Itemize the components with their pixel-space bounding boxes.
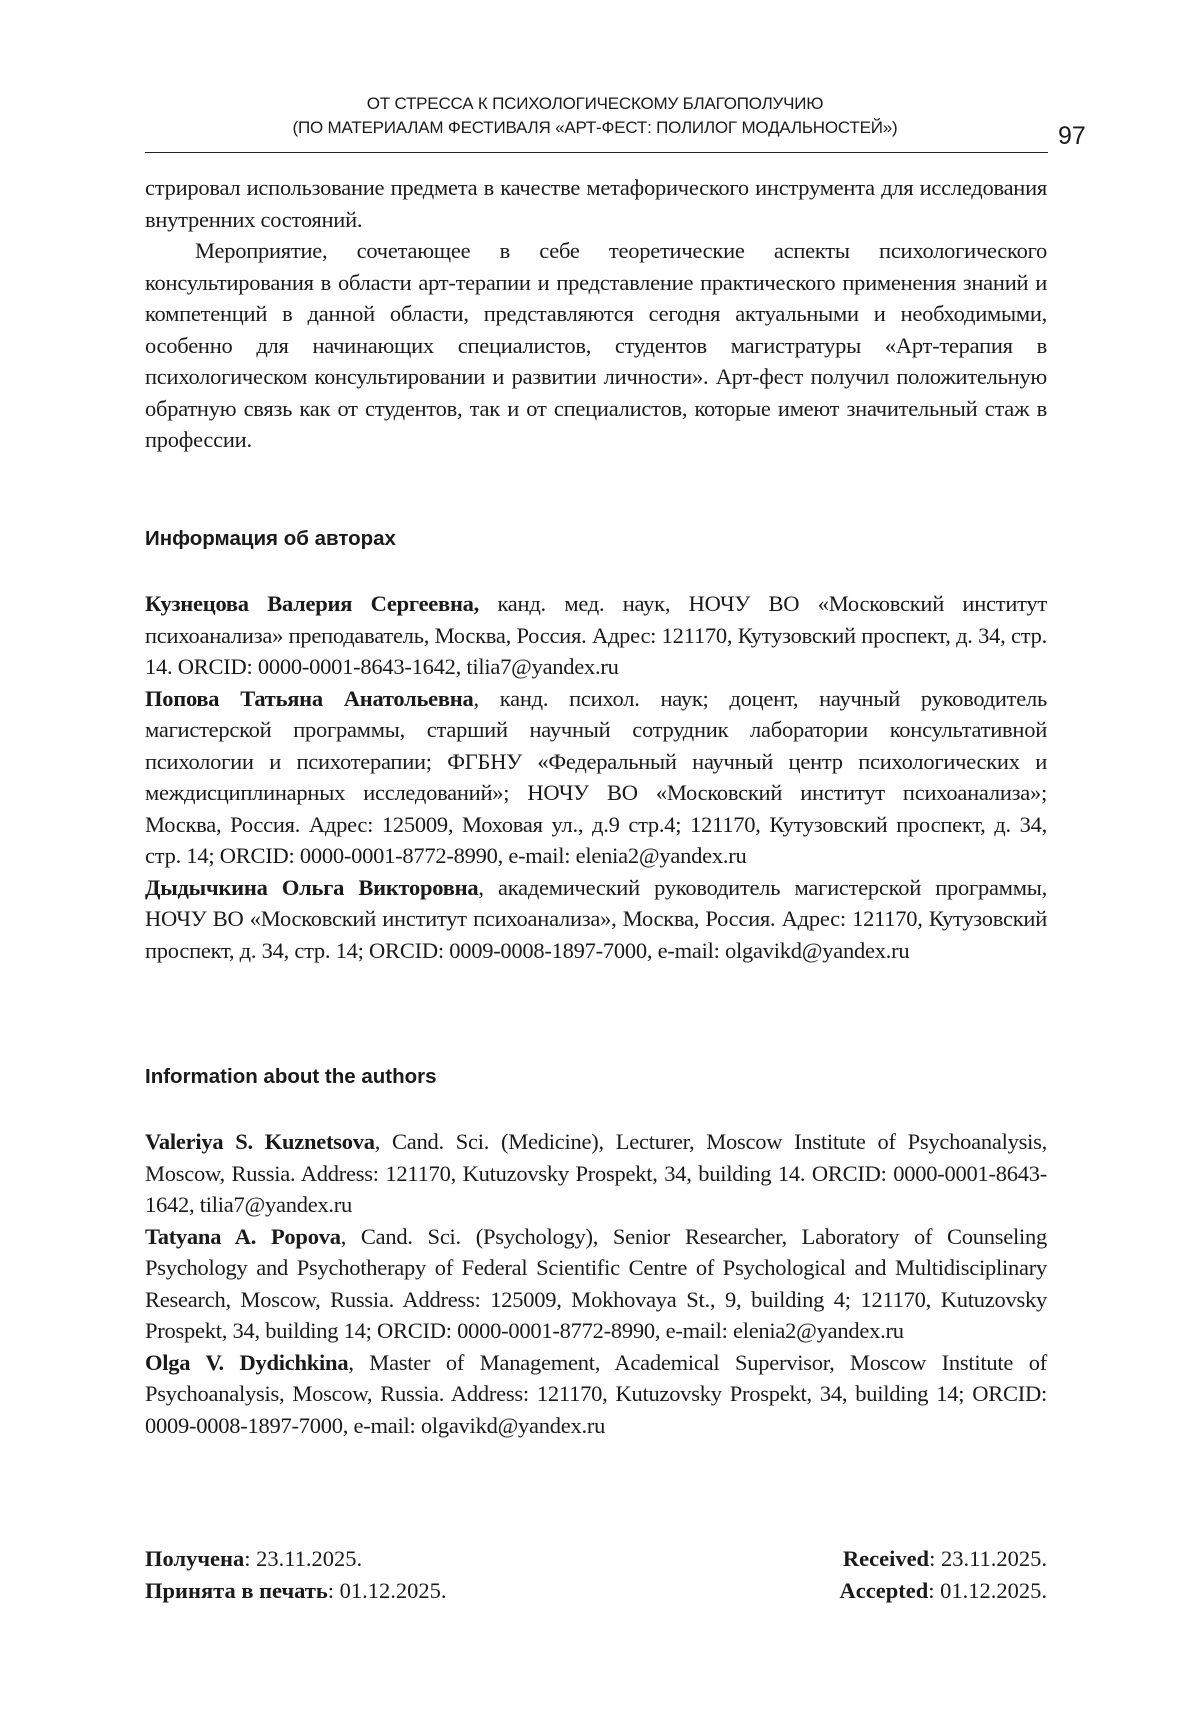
page-number: 97 <box>1058 122 1086 150</box>
author-en-name: Olga V. Dydichkina <box>145 1349 349 1375</box>
authors-en-heading: Information about the authors <box>145 1065 437 1088</box>
accepted-date-ru <box>145 1575 447 1607</box>
author-ru-details: канд. мед. наук, НОЧУ ВО «Московский институт психоанализа» преподаватель, Москва, Россия. Адрес: 121170, Кутузовский проспект, д. 34, стр. 14. ORCID: 0000-0001-8643-1642, tilia7@yandex.ru <box>145 591 1047 679</box>
accepted-label-en: Accepted <box>839 1577 929 1603</box>
author-ru-name: Дыдычкина Ольга Викторовна <box>145 874 479 900</box>
author-en-details: , Cand. Sci. (Psychology), Senior Researcher, Laboratory of Counseling Psychology and Psychotherapy of Federal Scientific Centre of Psychological and Multidisciplinary Research, Moscow, Russia. Address: 125009, Mokhovaya St., 9, building 4; 121170, Kutuzovsky Prospekt, 34, building 14; ORCID: 0000-0001-8772-8990, e-mail: elenia2@yandex.ru <box>145 1223 1047 1343</box>
author-ru-details: , академический руководитель магистерской программы, НОЧУ ВО «Московский институт психоанализа», Москва, Россия. Адрес: 121170, Кутузовский проспект, д. 34, стр. 14; ORCID: 0009-0008-1897-7000, e-mail: olgavikd@yandex.ru <box>145 874 1047 963</box>
author-en-details: , Master of Management, Academical Supervisor, Moscow Institute of Psychoanalysis, Moscow, Russia. Address: 121170, Kutuzovsky Prospekt, 34, building 14; ORCID: 0009-0008-1897-7000, e-mail: olgavikd@yandex.ru <box>145 1349 1047 1438</box>
accepted-value-ru: : 01.12.2025. <box>327 1577 447 1603</box>
received-date-en <box>840 1543 1047 1575</box>
authors-ru-heading: Информация об авторах <box>145 527 396 550</box>
received-label-ru: Получена <box>145 1546 245 1571</box>
received-value-en: : 23.11.2025. <box>929 1546 1047 1571</box>
author-ru-entry <box>145 683 1047 872</box>
accepted-label-ru: Принята в печать <box>145 1577 328 1603</box>
paragraph-continuation: стрировал использование предмета в качестве метафорического инструмента для исследования внутренних состояний. <box>145 175 1047 232</box>
author-en-name: Tatyana A. Popova <box>145 1223 341 1249</box>
running-header <box>145 92 1045 140</box>
authors-ru-list <box>145 588 1047 966</box>
body-text <box>145 172 1047 456</box>
header-divider <box>145 152 1048 153</box>
author-en-entry <box>145 1347 1047 1442</box>
running-header-line-2: (ПО МАТЕРИАЛАМ ФЕСТИВАЛЯ «АРТ-ФЕСТ: ПОЛИЛОГ МОДАЛЬНОСТЕЙ») <box>292 118 898 137</box>
author-en-entry <box>145 1126 1047 1221</box>
received-label-en: Received <box>842 1546 930 1571</box>
accepted-date-en <box>840 1575 1047 1607</box>
received-date-ru <box>145 1543 447 1575</box>
author-ru-name: Попова Татьяна Анатольевна <box>145 685 474 711</box>
accepted-value-en: : 01.12.2025. <box>928 1577 1047 1603</box>
author-ru-details: , канд. психол. наук; доцент, научный руководитель магистерской программы, старший научный сотрудник лаборатории консультативной психологии и психотерапии; ФГБНУ «Федеральный научный центр психологических и междисциплинарных исследований»; НОЧУ ВО «Московский институт психоанализа»; Москва, Россия. Адрес: 125009, Моховая ул., д.9 стр.4; 121170, Кутузовский проспект, д. 34, стр. 14; ORCID: 0000-0001-8772-8990, e-mail: elenia2@yandex.ru <box>145 685 1047 868</box>
received-value-ru: : 23.11.2025. <box>244 1546 363 1571</box>
dates-ru <box>145 1543 447 1606</box>
author-ru-entry <box>145 588 1047 683</box>
author-en-details: , Cand. Sci. (Medicine), Lecturer, Moscow Institute of Psychoanalysis, Moscow, Russia. Address: 121170, Kutuzovsky Prospekt, 34, building 14. ORCID: 0000-0001-8643-1642, tilia7@yandex.ru <box>145 1129 1047 1217</box>
author-en-entry <box>145 1221 1047 1347</box>
author-ru-entry <box>145 872 1047 967</box>
paragraph-event-summary: Мероприятие, сочетающее в себе теоретические аспекты психологического консультирования в области арт-терапии и представление практического применения знаний и компетенций в данной области, представляются сегодня актуальными и необходимыми, особенно для начинающих специалистов, студентов магистратуры «Арт-терапия в психологическом консультировании и развитии личности». Арт-фест получил положительную обратную связь как от студентов, так и от специалистов, которые имеют значительный стаж в профессии. <box>145 238 1047 452</box>
authors-en-list <box>145 1126 1047 1441</box>
author-en-name: Valeriya S. Kuznetsova <box>145 1129 375 1154</box>
dates-en <box>840 1543 1047 1606</box>
author-ru-name: Кузнецова Валерия Сергеевна, <box>145 591 480 616</box>
running-header-line-1: ОТ СТРЕССА К ПСИХОЛОГИЧЕСКОМУ БЛАГОПОЛУЧИЮ <box>366 94 824 113</box>
